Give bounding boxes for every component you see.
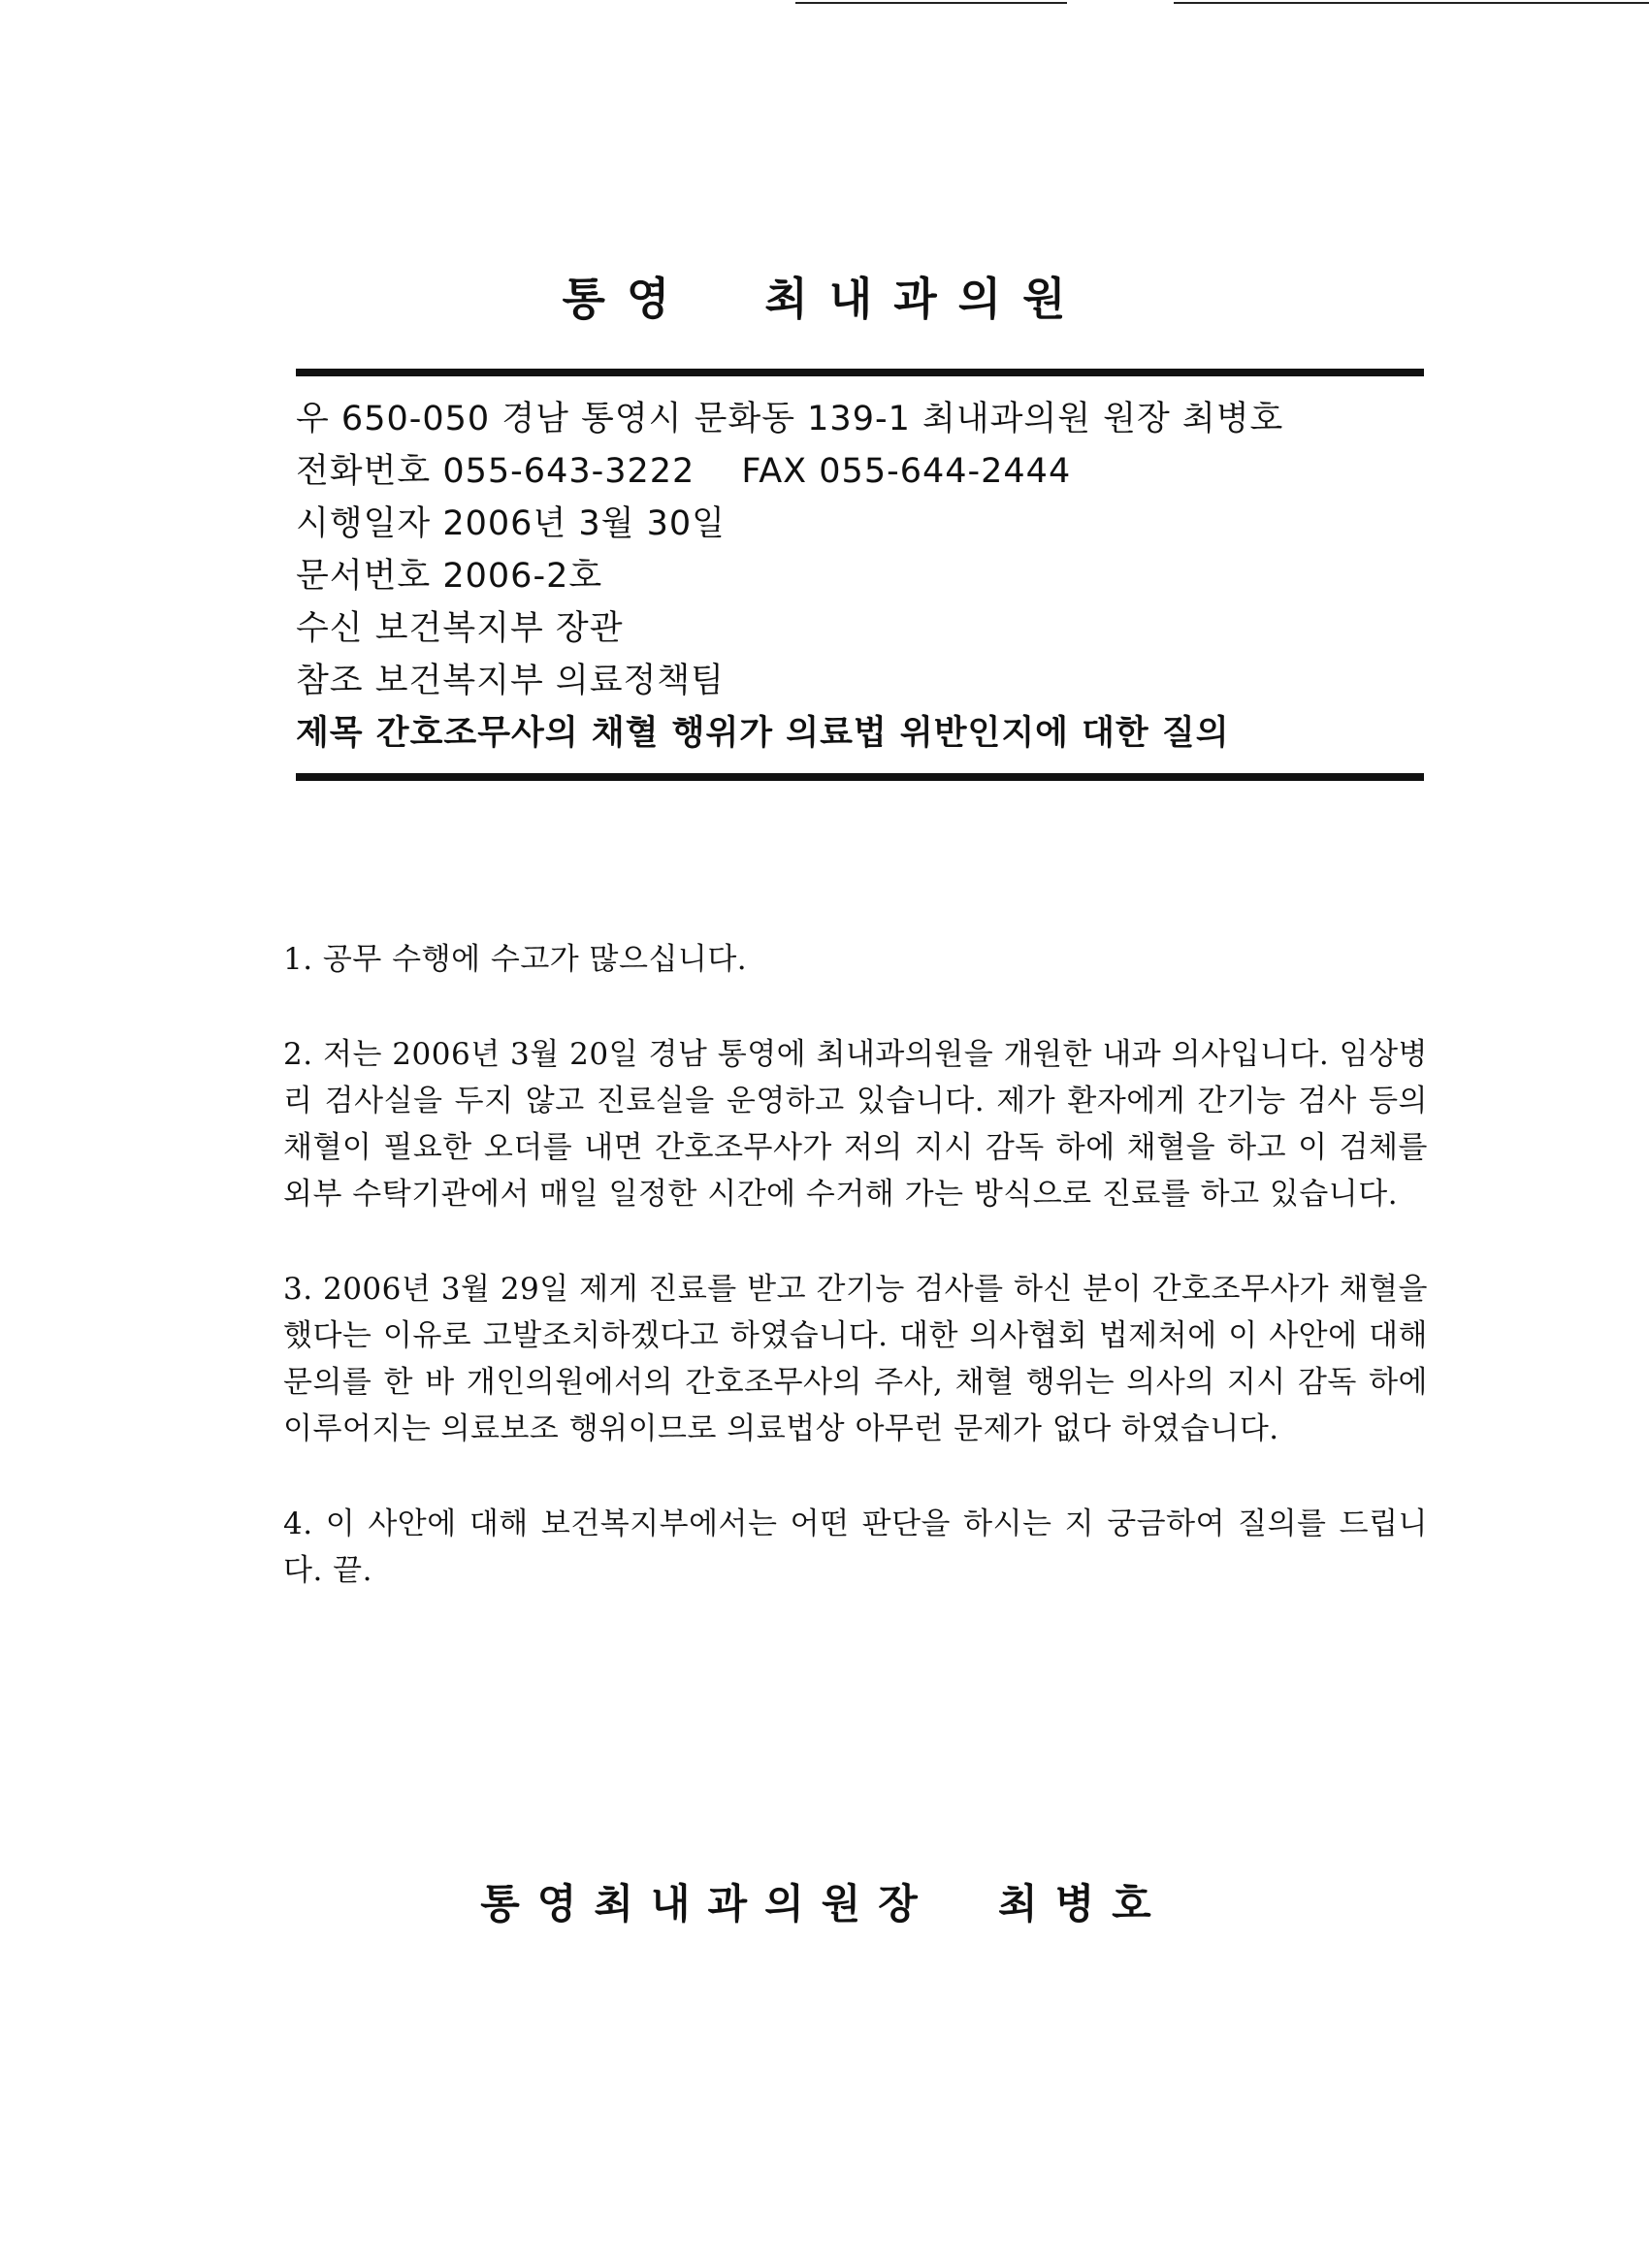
phone-number: 전화번호 055-643-3222 <box>296 452 695 491</box>
letterhead-title: 통영 최내과의원 <box>562 273 1087 325</box>
header-bottom-rule <box>296 773 1424 781</box>
paragraph-1: 1. 공무 수행에 수고가 많으십니다. <box>283 942 748 977</box>
recipient-line: 수신 보건복지부 장관 <box>296 609 624 648</box>
address-line: 우 650-050 경남 통영시 문화동 139-1 최내과의원 원장 최병호 <box>296 400 1284 438</box>
doc-number-line: 문서번호 2006-2호 <box>296 557 603 596</box>
paragraph-3: 3. 2006년 3월 29일 제게 진료를 받고 간기능 검사를 하신 분이 간호조무사가 채혈을 했다는 이유로 고발조치하겠다고 하였습니다. 대한 의사협회 법제처에 이 사안에 대해 문의를 한 바 개인의원에서의 간호조무사의 주사, 채혈 행위는 의사의 지시 감독 하에 이루어지는 의료보조 행위이므로 의료법상 아무런 문제가 없다 하였습니다. <box>283 1272 1428 1446</box>
subject-line: 제목 간호조무사의 채혈 행위가 의료법 위반인지에 대한 질의 <box>296 714 1230 753</box>
reference-line: 참조 보건복지부 의료정책팀 <box>296 662 725 700</box>
scan-artifact <box>1174 2 1649 4</box>
scan-artifact <box>795 2 1067 4</box>
paragraph-2: 2. 저는 2006년 3월 20일 경남 통영에 최내과의원을 개원한 내과 의사입니다. 임상병리 검사실을 두지 않고 진료실을 운영하고 있습니다. 제가 환자에게 간기능 검사 등의 채혈이 필요한 오더를 내면 간호조무사가 저의 지시 감독 하에 채혈을 하고 이 검체를 외부 수탁기관에서 매일 일정한 시간에 수거해 가는 방식으로 진료를 하고 있습니다. <box>283 1037 1428 1212</box>
fax-number: FAX 055-644-2444 <box>741 452 1072 491</box>
paragraph-4: 4. 이 사안에 대해 보건복지부에서는 어떤 판단을 하시는 지 궁금하여 질의를 드립니다. 끝. <box>283 1507 1428 1588</box>
contact-line <box>296 445 1424 498</box>
date-line: 시행일자 2006년 3월 30일 <box>296 504 726 543</box>
header-top-rule <box>296 369 1424 376</box>
header-block <box>296 393 1424 760</box>
signature-line: 통영최내과의원장 최병호 <box>480 1880 1169 1928</box>
letter-body <box>283 936 1428 1642</box>
